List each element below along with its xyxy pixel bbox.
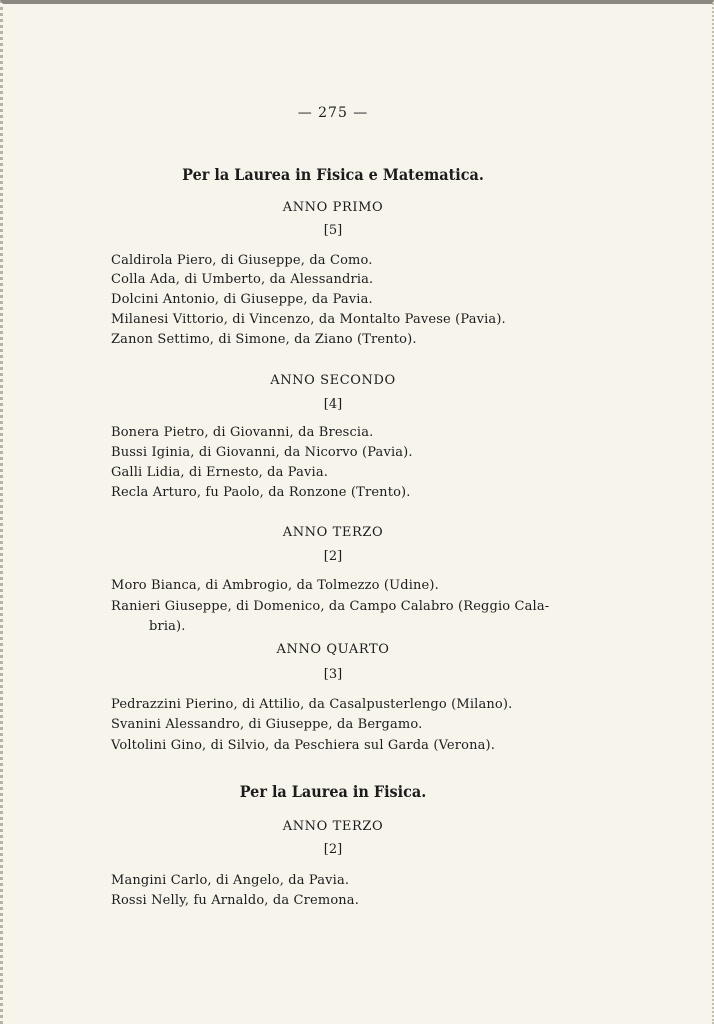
student-entry: Dolcini Antonio, di Giuseppe, da Pavia. bbox=[111, 292, 373, 307]
student-count: [2] bbox=[323, 842, 343, 857]
student-count: [4] bbox=[323, 397, 343, 412]
student-entry: Svanini Alessandro, di Giuseppe, da Bergamo. bbox=[111, 717, 423, 732]
student-entry: Galli Lidia, di Ernesto, da Pavia. bbox=[111, 465, 328, 480]
student-entry: Caldirola Piero, di Giuseppe, da Como. bbox=[111, 253, 373, 268]
student-count: [5] bbox=[323, 223, 343, 238]
year-heading: ANNO SECONDO bbox=[270, 373, 396, 388]
year-heading: ANNO TERZO bbox=[282, 819, 384, 834]
student-entry: Recla Arturo, fu Paolo, da Ronzone (Trento). bbox=[111, 485, 411, 500]
student-entry: Milanesi Vittorio, di Vincenzo, da Montalto Pavese (Pavia). bbox=[111, 312, 506, 327]
student-entry: Bonera Pietro, di Giovanni, da Brescia. bbox=[111, 425, 374, 440]
student-entry: Voltolini Gino, di Silvio, da Peschiera sul Garda (Verona). bbox=[111, 738, 496, 753]
student-entry: Bussi Iginia, di Giovanni, da Nicorvo (Pavia). bbox=[111, 445, 413, 460]
section-title: Per la Laurea in Fisica. bbox=[239, 782, 427, 801]
student-entry: Ranieri Giuseppe, di Domenico, da Campo Calabro (Reggio Cala- bbox=[111, 599, 550, 614]
year-heading: ANNO QUARTO bbox=[276, 642, 390, 657]
year-heading: ANNO PRIMO bbox=[282, 200, 384, 215]
student-entry: Mangini Carlo, di Angelo, da Pavia. bbox=[111, 873, 350, 888]
student-entry: Moro Bianca, di Ambrogio, da Tolmezzo (Udine). bbox=[111, 578, 439, 593]
student-entry: Pedrazzini Pierino, di Attilio, da Casalpusterlengo (Milano). bbox=[111, 697, 513, 712]
student-entry-continuation: bria). bbox=[149, 619, 186, 634]
student-entry: Rossi Nelly, fu Arnaldo, da Cremona. bbox=[111, 893, 359, 908]
student-count: [3] bbox=[323, 667, 343, 682]
section-title: Per la Laurea in Fisica e Matematica. bbox=[182, 165, 484, 184]
student-count: [2] bbox=[323, 549, 343, 564]
student-entry: Zanon Settimo, di Simone, da Ziano (Trento). bbox=[111, 332, 417, 347]
student-entry: Colla Ada, di Umberto, da Alessandria. bbox=[111, 272, 374, 287]
year-heading: ANNO TERZO bbox=[282, 525, 384, 540]
page-number: — 275 — bbox=[297, 105, 369, 121]
